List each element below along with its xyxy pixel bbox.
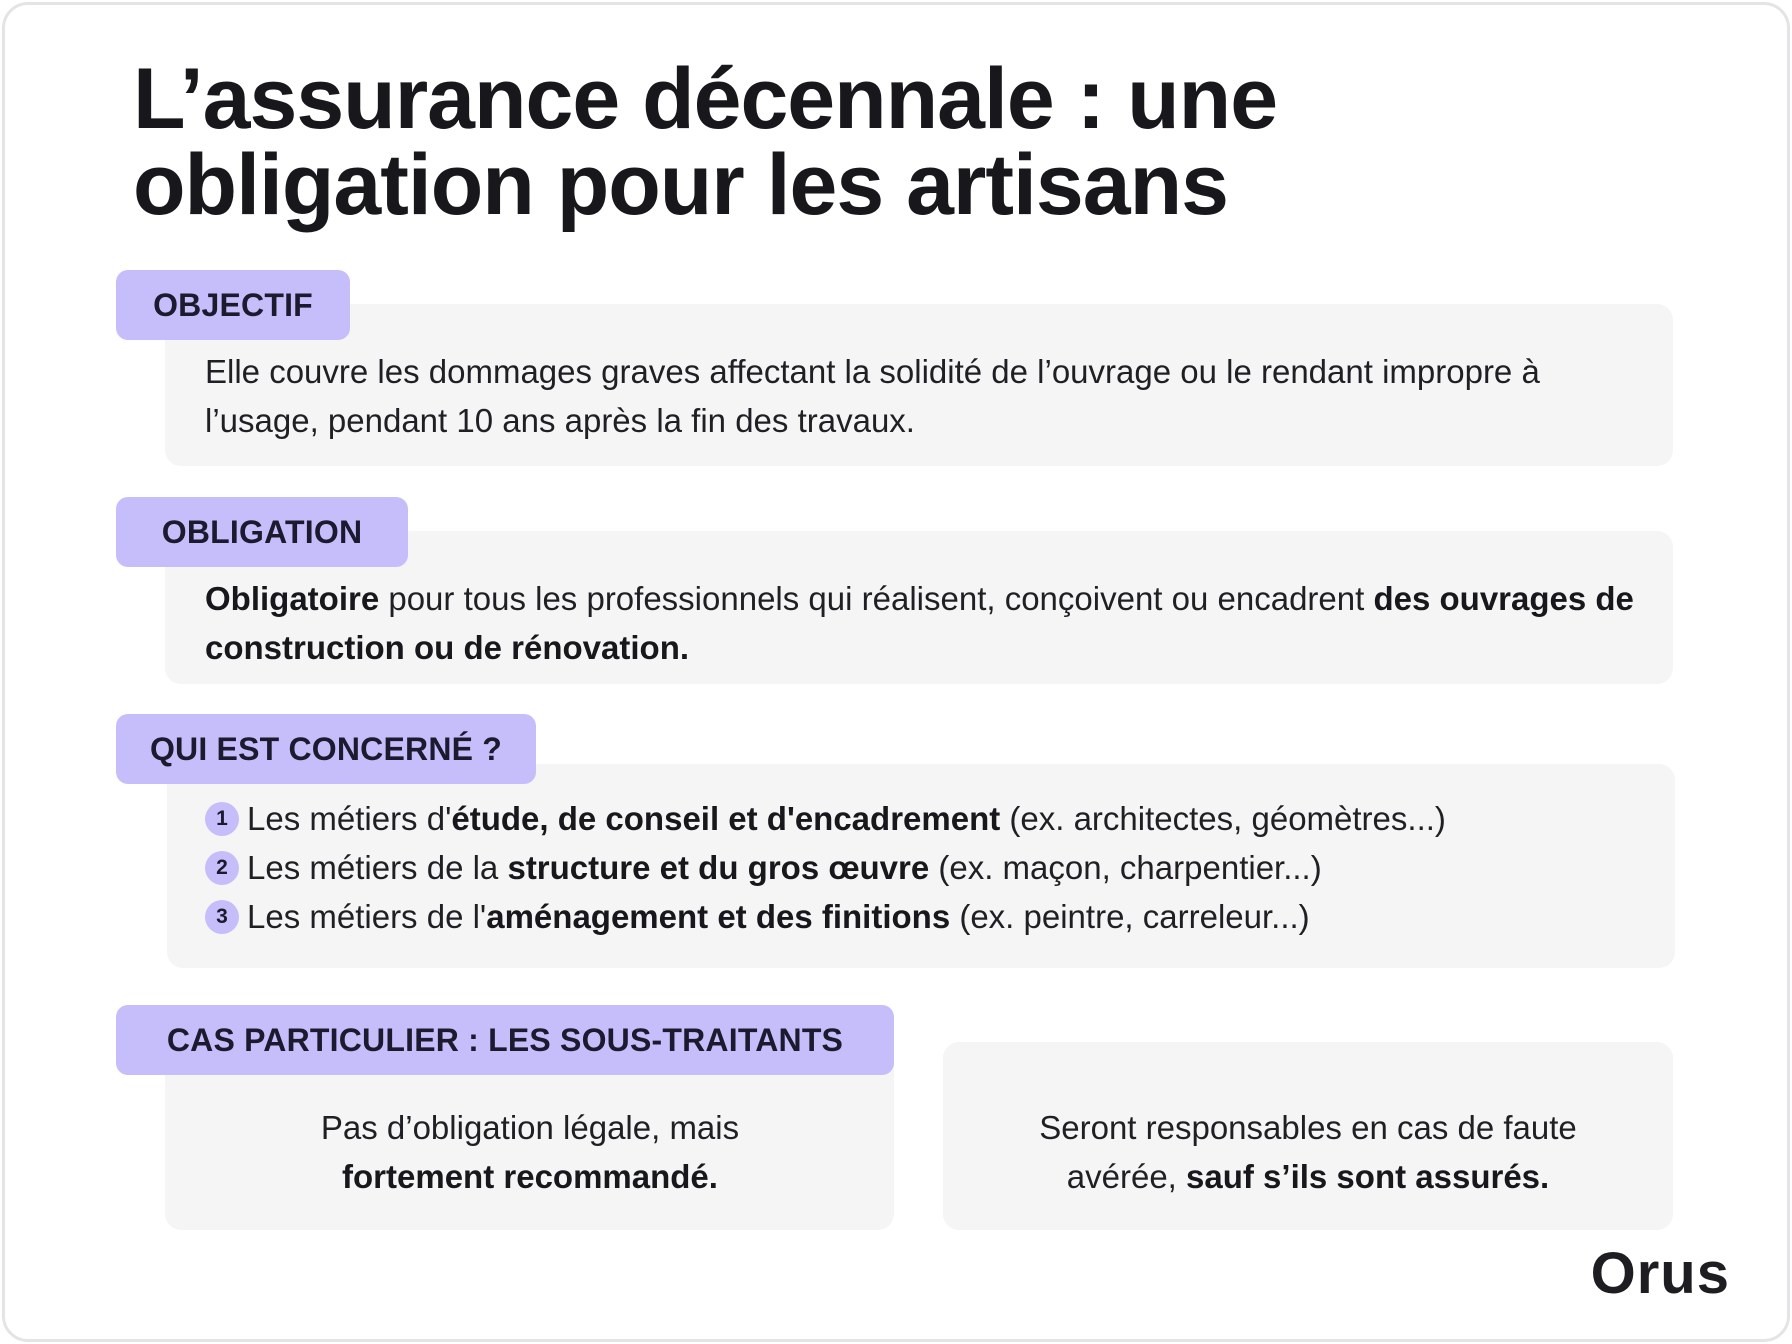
number-badge: 1 — [205, 802, 239, 836]
title-line-2: obligation pour les artisans — [133, 137, 1228, 233]
cas-tag: CAS PARTICULIER : LES SOUS-TRAITANTS — [116, 1005, 894, 1075]
qui-list — [205, 794, 1665, 941]
obligation-bold-tail: des ouvrages de construction ou de rénovation. — [205, 580, 1634, 666]
objectif-tag: OBJECTIF — [116, 270, 350, 340]
list-item — [205, 794, 1665, 843]
number-badge: 3 — [205, 900, 239, 934]
cas-right-text: Seront responsables en cas de faute avérée, sauf s’ils sont assurés. — [1039, 1109, 1577, 1195]
obligation-bold-lead: Obligatoire — [205, 580, 380, 617]
list-item — [205, 892, 1665, 941]
list-item-text: Les métiers de la structure et du gros œuvre (ex. maçon, charpentier...) — [247, 849, 1322, 886]
title-line-1: L’assurance décennale : une — [133, 51, 1278, 147]
obligation-text-mid: pour tous les professionnels qui réalisent, conçoivent ou encadrent — [379, 580, 1374, 617]
qui-tag: QUI EST CONCERNÉ ? — [116, 714, 536, 784]
number-badge: 2 — [205, 851, 239, 885]
orus-logo: Orus — [1590, 1241, 1730, 1306]
obligation-tag: OBLIGATION — [116, 497, 408, 567]
list-item-text: Les métiers de l'aménagement et des finitions (ex. peintre, carreleur...) — [247, 898, 1310, 935]
list-item-text: Les métiers d'étude, de conseil et d'encadrement (ex. architectes, géomètres...) — [247, 800, 1446, 837]
list-item — [205, 843, 1665, 892]
page-title — [133, 51, 1433, 233]
objectif-text: Elle couvre les dommages graves affectant la solidité de l’ouvrage ou le rendant impropre à l’usage, pendant 10 ans après la fin des travaux. — [205, 353, 1540, 439]
obligation-text — [205, 574, 1645, 672]
cas-left-text: Pas d’obligation légale, mais fortement recommandé. — [320, 1109, 740, 1195]
